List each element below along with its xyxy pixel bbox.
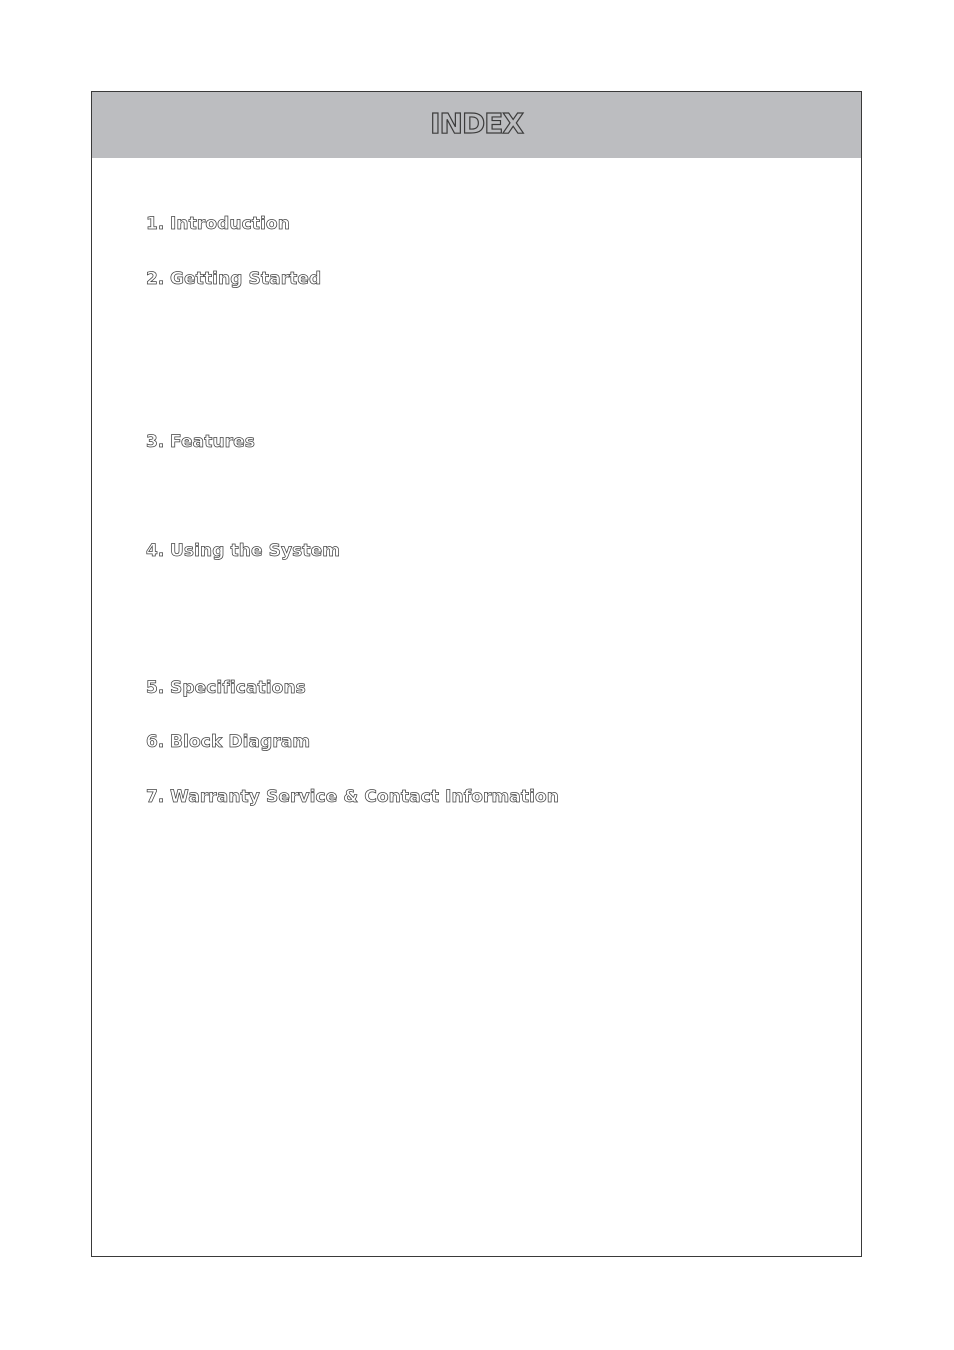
toc-entry-features [146, 432, 255, 452]
toc-entry-label: Using the System [170, 541, 341, 561]
toc-entry-number: 2. [146, 269, 165, 289]
index-header-bar [92, 92, 861, 158]
toc-entry-using-the-system [146, 541, 340, 561]
toc-entry-label: Warranty Service & Contact Information [170, 787, 560, 807]
toc-entry-label: Block Diagram [170, 732, 311, 752]
toc-entry-block-diagram [146, 732, 310, 752]
toc-entry-label: Getting Started [170, 269, 322, 289]
toc-entry-specifications [146, 678, 306, 698]
toc-entry-number: 5. [146, 678, 165, 698]
toc-entry-label: Specifications [170, 678, 306, 698]
toc-entry-number: 4. [146, 541, 165, 561]
toc-entry-number: 7. [146, 787, 165, 807]
toc-entry-warranty-service [146, 787, 559, 807]
toc-entry-getting-started [146, 269, 321, 289]
toc-entry-label: Features [170, 432, 255, 452]
index-page-frame [91, 91, 862, 1257]
index-title: INDEX [430, 106, 523, 140]
toc-entry-label: Introduction [170, 214, 290, 234]
toc-entry-number: 3. [146, 432, 165, 452]
toc-entry-number: 6. [146, 732, 165, 752]
toc-entry-introduction [146, 214, 290, 234]
toc-entry-number: 1. [146, 214, 165, 234]
